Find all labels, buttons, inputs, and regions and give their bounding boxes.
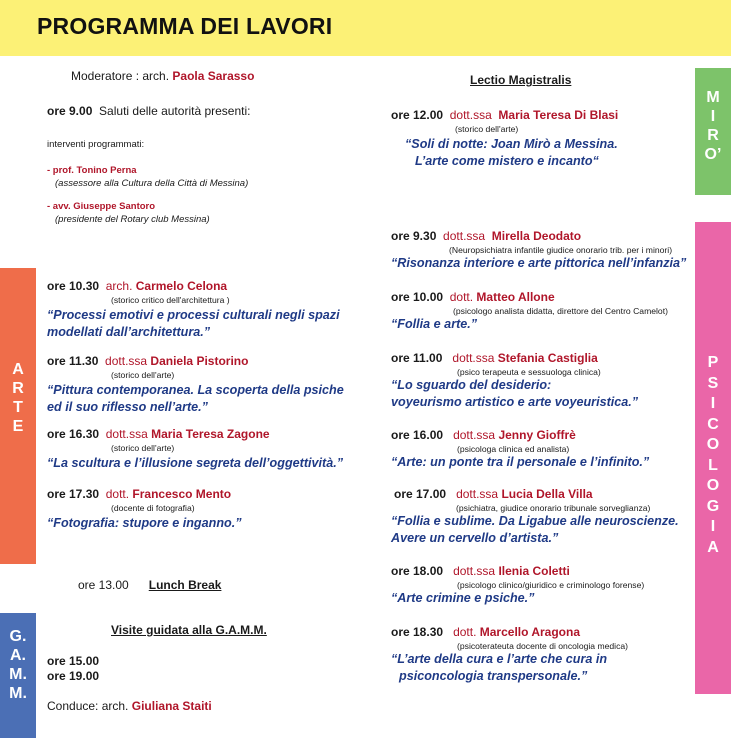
talk-entry: ore 18.00 dott.ssa Ilenia Coletti (psicologo clinico/giuridico e criminologo forense) “Arte crimine e psiche.” xyxy=(391,564,645,605)
talk-title: modellati dall’architettura.” xyxy=(47,325,211,339)
visit-label: Visite guidata alla G.A.M.M. xyxy=(111,623,267,637)
speaker-name: Matteo Allone xyxy=(476,290,555,304)
visit-time: ore 15.00 xyxy=(47,654,100,668)
psicologia-letter: A xyxy=(707,538,719,556)
page-header xyxy=(0,0,731,56)
talk-title: psiconcologia transpersonale.” xyxy=(399,669,588,683)
arte-letter: R xyxy=(12,380,24,397)
talk-title: “Arte: un ponte tra il personale e l’infinito.” xyxy=(391,455,650,469)
miro-letter: I xyxy=(710,108,716,125)
speaker-name: Jenny Gioffrè xyxy=(498,428,576,442)
talk-title: voyeurismo artistico e arte voyeuristica.” xyxy=(391,395,639,409)
talk-title: “Processi emotivi e processi culturali negli spazi xyxy=(47,308,340,322)
miro-letter: M xyxy=(706,89,720,106)
talk-entry: ore 17.30 dott. Francesco Mento (docente di fotografia) “Fotografia: stupore e inganno.” xyxy=(47,487,242,530)
talk-entry: ore 16.00 dott.ssa Jenny Gioffrè (psicologa clinica ed analista) “Arte: un ponte tra il personale e l’infinito.” xyxy=(391,428,650,469)
psicologia-sidebar xyxy=(695,222,731,694)
talk-title: “Follia e arte.” xyxy=(391,317,478,331)
psicologia-letter: S xyxy=(707,374,719,392)
talk-title: Avere un cervello d’artista.” xyxy=(391,531,559,545)
psicologia-letter: C xyxy=(707,415,719,433)
talk-title: “Follia e sublime. Da Ligabue alle neuroscienze. xyxy=(391,514,679,528)
talk-entry: ore 10.00 dott. Matteo Allone (psicologo analista didatta, direttore del Centro Camelot) “Follia e arte.” xyxy=(391,290,668,331)
speaker-name: Carmelo Celona xyxy=(135,279,228,293)
psicologia-letter: P xyxy=(707,354,719,371)
lunch-line: ore 13.00 Lunch Break xyxy=(78,578,222,592)
gamm-letter: G. xyxy=(9,628,27,645)
talk-title: “Pittura contemporanea. La scoperta della psiche xyxy=(47,383,344,397)
gamm-sidebar xyxy=(0,613,36,738)
lunch-label: Lunch Break xyxy=(148,578,222,592)
talk-entry: ore 17.00 dott.ssa Lucia Della Villa (psichiatra, giudice onorario tribunale sorveglianza) “Follia e sublime. Da Ligabue alle neuroscienze. Avere un cervello d’artista.” xyxy=(391,487,679,545)
talk-title: “Fotografia: stupore e inganno.” xyxy=(47,516,242,530)
psicologia-letter: O xyxy=(706,436,720,453)
interventi-label: interventi programmati: xyxy=(47,139,145,150)
gamm-letter: M. xyxy=(9,685,27,702)
intro-speaker: - prof. Tonino Perna (assessore alla Cultura della Città di Messina) xyxy=(47,165,249,189)
talk-title: “La scultura e l’illusione segreta dell’oggettività.” xyxy=(47,456,344,470)
arte-letter: E xyxy=(12,418,24,435)
arte-sidebar xyxy=(0,268,36,564)
talk-entry: ore 11.30 dott.ssa Daniela Pistorino (storico dell'arte) “Pittura contemporanea. La scoperta della psiche ed il suo riflesso nell’arte.” xyxy=(47,354,344,414)
psicologia-letter: G xyxy=(706,497,720,515)
talk-title: “L’arte della cura e l’arte che cura in xyxy=(391,652,608,666)
gamm-letter: M. xyxy=(9,666,27,683)
talk-title: “Lo sguardo del desiderio: xyxy=(391,378,552,392)
intro-speaker: - avv. Giuseppe Santoro (presidente del Rotary club Messina) xyxy=(47,201,210,225)
talk-entry: ore 16.30 dott.ssa Maria Teresa Zagone (storico dell'arte) “La scultura e l’illusione segreta dell’oggettività.” xyxy=(47,427,344,470)
moderator-line: Moderatore : arch. Paola Sarasso xyxy=(71,69,255,83)
speaker-name: Lucia Della Villa xyxy=(501,487,593,501)
talk-title: L’arte come mistero e incanto“ xyxy=(415,154,599,168)
speaker-name: Ilenia Coletti xyxy=(498,564,570,578)
arte-letter: A xyxy=(12,361,24,378)
talk-entry: ore 12.00 dott.ssa Maria Teresa Di Blasi (storico dell'arte) “Soli di notte: Joan Mirò a Messina. L’arte come mistero e incanto“ xyxy=(391,108,619,168)
page-title: PROGRAMMA DEI LAVORI xyxy=(37,13,333,39)
talk-entry: ore 10.30 arch. Carmelo Celona (storico critico dell'architettura ) “Processi emotivi e processi culturali negli spazi modellati dall’architettura.” xyxy=(47,279,340,339)
arte-letter: T xyxy=(13,399,23,416)
talk-entry: ore 9.30 dott.ssa Mirella Deodato (Neuropsichiatra infantile giudice onorario trib. per i minori) “Risonanza interiore e arte pittorica nell’infanzia” xyxy=(391,229,687,270)
talk-title: “Risonanza interiore e arte pittorica nell’infanzia” xyxy=(391,256,687,270)
miro-sidebar xyxy=(695,68,731,195)
lectio-label: Lectio Magistralis xyxy=(470,73,572,87)
miro-letter: R xyxy=(707,127,719,144)
talk-entry: ore 18.30 dott. Marcello Aragona (psicoterateuta docente di oncologia medica) “L’arte della cura e l’arte che cura in psiconcologia transpersonale.” xyxy=(391,625,629,683)
speaker-name: Mirella Deodato xyxy=(491,229,582,243)
talk-entry: ore 11.00 dott.ssa Stefania Castiglia (psico terapeuta e sessuologa clinica) “Lo sguardo del desiderio: voyeurismo artistico e arte voyeuristica.” xyxy=(391,351,639,409)
talk-title: “Soli di notte: Joan Mirò a Messina. xyxy=(405,137,618,151)
psicologia-letter: I xyxy=(710,395,716,412)
speaker-name: Maria Teresa Zagone xyxy=(151,427,270,441)
speaker-name: Francesco Mento xyxy=(132,487,232,501)
visit-time: ore 19.00 xyxy=(47,669,100,683)
talk-title: “Arte crimine e psiche.” xyxy=(391,591,535,605)
psicologia-letter: L xyxy=(708,456,718,474)
speaker-name: Marcello Aragona xyxy=(479,625,581,639)
speaker-name: Stefania Castiglia xyxy=(497,351,598,365)
psicologia-letter: I xyxy=(710,518,716,535)
opening-line: ore 9.00 Saluti delle autorità presenti: xyxy=(47,104,251,118)
conduce-line: Conduce: arch. Giuliana Staiti xyxy=(47,699,212,713)
moderator-name: Paola Sarasso xyxy=(172,69,255,83)
psicologia-letter: O xyxy=(706,477,720,494)
speaker-name: Maria Teresa Di Blasi xyxy=(498,108,619,122)
miro-letter: O’ xyxy=(704,146,722,163)
talk-title: ed il suo riflesso nell’arte.” xyxy=(47,400,208,414)
conduce-name: Giuliana Staiti xyxy=(131,699,212,713)
speaker-name: Daniela Pistorino xyxy=(150,354,249,368)
gamm-letter: A. xyxy=(10,647,26,664)
